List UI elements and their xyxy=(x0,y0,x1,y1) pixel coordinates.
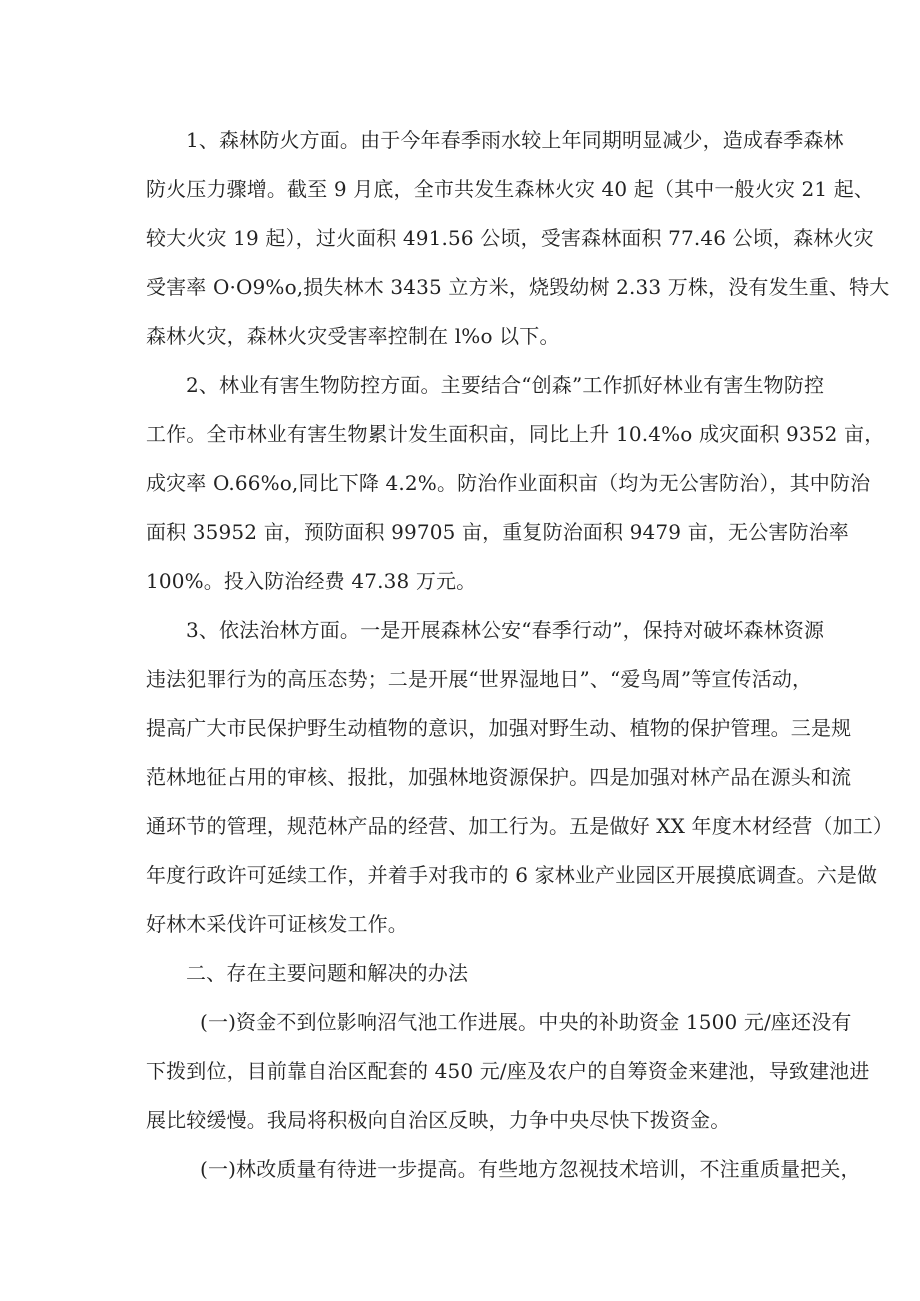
paragraph-law-forestry-line-4: 范林地征占用的审核、报批，加强林地资源保护。四是加强对林产品在源头和流 xyxy=(146,765,852,789)
paragraph-forest-fire-line-5: 森林火灾，森林火灾受害率控制在 l%o 以下。 xyxy=(146,324,560,348)
paragraph-forest-fire-line-2: 防火压力骤增。截至 9 月底，全市共发生森林火灾 40 起（其中一般火灾 21 起、 xyxy=(146,177,875,201)
paragraph-funding-line-3: 展比较缓慢。我局将积极向自治区反映，力争中央尽快下拨资金。 xyxy=(146,1108,731,1132)
paragraph-law-forestry-line-5: 通环节的管理，规范林产品的经营、加工行为。五是做好 XX 年度木材经营（加工） xyxy=(146,814,894,838)
paragraph-pest-control-line-4: 面积 35952 亩，预防面积 99705 亩，重复防治面积 9479 亩，无公害防治率 xyxy=(146,520,849,544)
paragraph-forest-fire-line-1: 1、森林防火方面。由于今年春季雨水较上年同期明显减少，造成春季森林 xyxy=(186,128,844,152)
paragraph-pest-control-line-2: 工作。全市林业有害生物累计发生面积亩，同比上升 10.4%o 成灾面积 9352 亩， xyxy=(146,422,885,446)
paragraph-funding-line-2: 下拨到位，目前靠自治区配套的 450 元/座及农户的自筹资金来建池，导致建池进 xyxy=(146,1059,870,1083)
paragraph-pest-control-line-3: 成灾率 O.66%o,同比下降 4.2%。防治作业面积亩（均为无公害防治），其中防治 xyxy=(146,471,871,495)
paragraph-law-forestry-line-6: 年度行政许可延续工作，并着手对我市的 6 家林业产业园区开展摸底调查。六是做 xyxy=(146,863,878,887)
paragraph-pest-control-line-5: 100%。投入防治经费 47.38 万元。 xyxy=(146,569,477,593)
paragraph-reform-quality-line-1: (一)林改质量有待进一步提高。有些地方忽视技术培训，不注重质量把关， xyxy=(200,1157,861,1181)
paragraph-pest-control-line-1: 2、林业有害生物防控方面。主要结合“创森”工作抓好林业有害生物防控 xyxy=(186,373,825,397)
paragraph-law-forestry-line-2: 违法犯罪行为的高压态势；二是开展“世界湿地日”、“爱鸟周”等宣传活动， xyxy=(146,667,813,691)
paragraph-law-forestry-line-3: 提高广大市民保护野生动植物的意识，加强对野生动、植物的保护管理。三是规 xyxy=(146,716,852,740)
paragraph-forest-fire-line-3: 较大火灾 19 起），过火面积 491.56 公顷，受害森林面积 77.46 公顷，森林火灾 xyxy=(146,226,874,250)
paragraph-law-forestry-line-7: 好林木采伐许可证核发工作。 xyxy=(146,912,408,936)
section-heading-problems: 二、存在主要问题和解决的办法 xyxy=(186,961,469,985)
paragraph-funding-line-1: (一)资金不到位影响沼气池工作进展。中央的补助资金 1500 元/座还没有 xyxy=(200,1010,852,1034)
paragraph-forest-fire-line-4: 受害率 O·O9%o,损失林木 3435 立方米，烧毁幼树 2.33 万株，没有发生重、特大 xyxy=(146,275,890,299)
paragraph-law-forestry-line-1: 3、依法治林方面。一是开展森林公安“春季行动”，保持对破坏森林资源 xyxy=(186,618,825,642)
